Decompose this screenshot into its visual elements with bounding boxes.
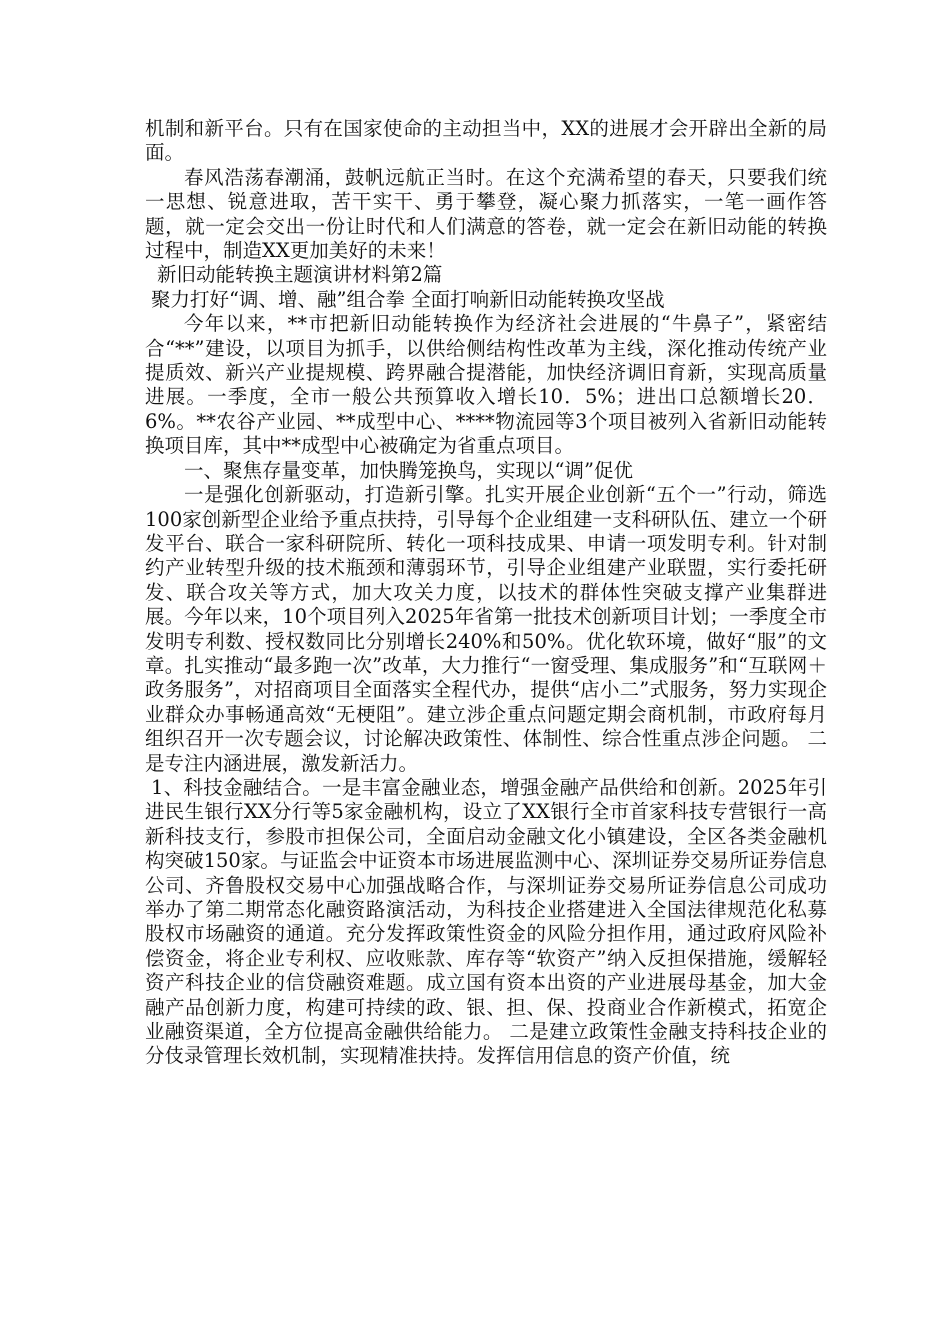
article-headline: 聚力打好“调、增、融”组合拳 全面打响新旧动能转换攻坚战 [151,287,665,311]
paragraph-closing: 春风浩荡春潮涌，鼓帆远航正当时。在这个充满希望的春天，只要我们统一思想、锐意进取，苦干实干、勇于攀登，凝心聚力抓落实，一笔一画作答题，就一定会交出一份让时代和人们满意的答卷，就一定会在新旧动能的转换过程中，制造XX更加美好的未来！ [145,165,827,263]
paragraph-intro: 今年以来，**市把新旧动能转换作为经济社会进展的“牛鼻子”，紧密结合“**”建设，以项目为抓手，以供给侧结构性改革为主线，深化推动传统产业提质效、新兴产业提规模、跨界融合提潜能，加快经济调旧育新，实现高质量进展。一季度，全市一般公共预算收入增长10．5%；进出口总额增长20．6%。**农谷产业园、**成型中心、****物流园等3个项目被列入省新旧动能转换项目库，其中**成型中心被确定为省重点项目。 [145,312,827,458]
paragraph-innovation: 一是强化创新驱动，打造新引擎。扎实开展企业创新“五个一”行动，筛选100家创新型企业给予重点扶持，引导每个企业组建一支科研队伍、建立一个研发平台、联合一家科研院所、转化一项科技成果、申请一项发明专利。针对制约产业转型升级的技术瓶颈和薄弱环节，引导企业组建产业联盟，实行委托研发、联合攻关等方式，加大攻关力度，以技术的群体性突破支撑产业集群进展。今年以来，10个项目列入2025年省第一批技术创新项目计划；一季度全市发明专利数、授权数同比分别增长240%和50%。优化软环境，做好“服”的文章。扎实推动“最多跑一次”改革，大力推行“一窗受理、集成服务”和“互联网＋政务服务”，对招商项目全面落实全程代办，提供“店小二”式服务，努力实现企业群众办事畅通高效“无梗阻”。建立涉企重点问题定期会商机制，市政府每月组织召开一次专题会议，讨论解决政策性、体制性、综合性重点涉企问题。 二是专注内涵进展，激发新活力。 [145,483,827,775]
section-title: 新旧动能转换主题演讲材料第2篇 [157,263,443,287]
paragraph-finance: 1、科技金融结合。一是丰富金融业态，增强金融产品供给和创新。2025年引进民生银行XX分行等5家金融机构，设立了XX银行全市首家科技专营银行一高新科技支行，参股市担保公司，全面启动金融文化小镇建设，全区各类金融机构突破150家。与证监会中证资本市场进展监测中心、深圳证券交易所证券信息公司、齐鲁股权交易中心加强战略合作，与深圳证券交易所证券信息公司成功举办了第二期常态化融资路演活动，为科技企业搭建进入全国法律规范化私募股权市场融资的通道。充分发挥政策性资金的风险分担作用，通过政府风险补偿资金，将企业专利权、应收账款、库存等“软资产”纳入反担保措施，缓解轻资产科技企业的信贷融资难题。成立国有资本出资的产业进展母基金，加大金融产品创新力度，构建可持续的政、银、担、保、投商业合作新模式，拓宽企业融资渠道，全方位提高金融供给能力。 二是建立政策性金融支持科技企业的分伎录管理长效机制，实现精准扶持。发挥信用信息的资产价值，统 [145,775,827,1068]
subheading-one: 一、聚焦存量变革，加快腾笼换鸟，实现以“调”促优 [184,458,633,482]
document-page [145,117,827,1069]
paragraph-continuation: 机制和新平台。只有在国家使命的主动担当中，XX的进展才会开辟出全新的局面。 [145,117,827,165]
